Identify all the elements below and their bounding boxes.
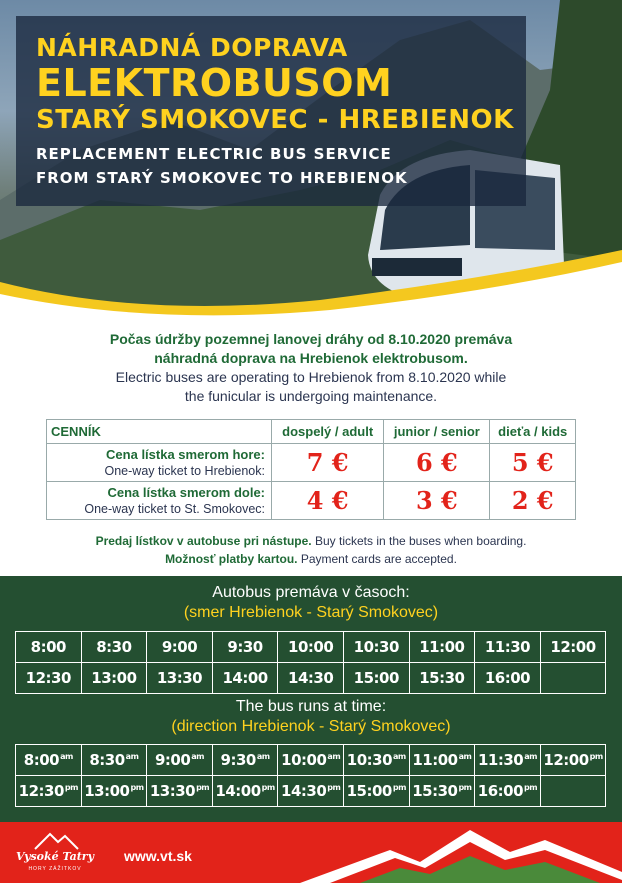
title-line-2: ELEKTROBUSOM	[36, 61, 393, 105]
time-value: 10:00	[288, 638, 334, 656]
time-value: 14:00	[215, 782, 261, 800]
time-cell	[344, 745, 410, 776]
time-suffix: pm	[392, 782, 406, 792]
notes-line-2	[0, 550, 622, 568]
price-down-adult: 4 €	[272, 482, 384, 520]
time-suffix: pm	[196, 782, 210, 792]
price-header-cennik: CENNÍK	[47, 420, 272, 444]
time-cell	[147, 632, 213, 663]
time-value: 13:00	[91, 669, 137, 687]
price-up-kids: 5 €	[490, 444, 576, 482]
timetable-sk-grid	[15, 631, 606, 694]
time-cell	[147, 776, 213, 807]
time-suffix: am	[191, 751, 204, 761]
website-link[interactable]: www.vt.sk	[124, 848, 192, 864]
note-card-sk: Možnosť platby kartou.	[165, 552, 298, 566]
time-value: 8:00	[23, 751, 60, 769]
price-label-en: One-way ticket to St. Smokovec:	[84, 501, 265, 516]
price-up-junior: 6 €	[384, 444, 490, 482]
time-cell	[213, 776, 279, 807]
time-cell	[82, 745, 148, 776]
time-value: 13:30	[156, 669, 203, 687]
time-cell	[82, 776, 148, 807]
time-cell	[278, 776, 344, 807]
logo-text: Vysoké Tatry	[16, 850, 94, 863]
time-suffix: pm	[589, 751, 603, 761]
time-value: 10:30	[353, 638, 399, 656]
time-cell	[16, 663, 82, 694]
price-down-junior: 3 €	[384, 482, 490, 520]
time-value: 9:30	[220, 751, 256, 769]
note-sales-en: Buy tickets in the buses when boarding.	[314, 534, 527, 548]
time-cell	[541, 776, 607, 807]
time-suffix: pm	[130, 782, 144, 792]
time-cell	[475, 745, 541, 776]
price-table-header	[47, 420, 576, 444]
price-label-sk: Cena lístka smerom hore:	[106, 446, 265, 462]
time-cell	[278, 745, 344, 776]
time-suffix: am	[524, 751, 537, 761]
price-table	[46, 419, 576, 520]
time-suffix: am	[393, 751, 406, 761]
time-suffix: am	[458, 751, 472, 761]
note-card-en: Payment cards are accepted.	[300, 552, 457, 566]
time-value: 12:00	[550, 638, 596, 656]
price-down-kids: 2 €	[490, 482, 576, 520]
time-value: 14:30	[288, 669, 334, 687]
time-value: 13:30	[149, 782, 196, 800]
time-value: 11:30	[477, 751, 524, 769]
intro-en-line-1: Electric buses are operating to Hrebienok from 8.10.2020 while	[115, 369, 507, 385]
price-header-kids: dieťa / kids	[490, 420, 576, 444]
time-value: 8:00	[30, 638, 66, 656]
time-value: 9:00	[154, 751, 191, 769]
time-value: 11:00	[419, 638, 465, 656]
time-cell	[344, 776, 410, 807]
price-label-en: One-way ticket to Hrebienok:	[104, 463, 265, 478]
time-suffix: pm	[261, 782, 275, 792]
time-cell	[147, 663, 213, 694]
logo-subtext: HORY ZÁŽITKOV	[28, 866, 82, 872]
time-cell	[410, 776, 476, 807]
time-value: 15:30	[419, 669, 465, 687]
time-value: 14:30	[281, 782, 327, 800]
time-value: 15:30	[412, 782, 458, 800]
intro-en-line-2: the funicular is undergoing maintenance.	[184, 388, 438, 404]
time-cell	[541, 632, 607, 663]
time-cell	[213, 663, 279, 694]
time-value: 16:00	[477, 782, 524, 800]
price-up-adult: 7 €	[272, 444, 384, 482]
time-value: 10:00	[281, 751, 327, 769]
time-cell	[16, 745, 82, 776]
time-cell	[475, 776, 541, 807]
time-value: 12:30	[18, 782, 64, 800]
subtitle-line-1: REPLACEMENT ELECTRIC BUS SERVICE	[36, 145, 392, 163]
price-row-up	[47, 444, 576, 482]
time-value: 9:00	[161, 638, 198, 656]
time-cell	[410, 745, 476, 776]
time-cell	[278, 632, 344, 663]
mountain-logo-icon	[10, 830, 100, 850]
timetable-section	[0, 576, 622, 822]
timetable-sk-heading: Autobus premáva v časoch:	[212, 584, 410, 601]
time-cell	[16, 632, 82, 663]
title-line-3: STARÝ SMOKOVEC - HREBIENOK	[36, 105, 514, 135]
timetable-en-direction: (direction Hrebienok - Starý Smokovec)	[171, 718, 451, 735]
time-value: 13:00	[84, 782, 130, 800]
time-value: 10:30	[346, 751, 393, 769]
time-cell	[541, 745, 607, 776]
intro-sk-line-2: náhradná doprava na Hrebienok elektrobusom.	[154, 350, 468, 366]
time-cell	[475, 663, 541, 694]
hero-banner	[0, 0, 622, 318]
notes-line-1	[0, 532, 622, 550]
time-cell	[475, 632, 541, 663]
note-sales-sk: Predaj lístkov v autobuse pri nástupe.	[95, 534, 312, 548]
time-value: 15:00	[353, 669, 399, 687]
intro-text	[0, 330, 622, 406]
intro-sk-line-1: Počas údržby pozemnej lanovej dráhy od 8.10.2020 premáva	[109, 331, 513, 347]
time-value: 8:30	[89, 751, 125, 769]
time-cell	[410, 632, 476, 663]
time-cell	[82, 663, 148, 694]
time-suffix: am	[256, 751, 270, 761]
time-cell	[541, 663, 607, 694]
time-value: 12:00	[543, 751, 589, 769]
time-cell	[344, 663, 410, 694]
price-row-label	[47, 482, 272, 520]
time-value: 11:30	[484, 638, 531, 656]
timetable-en-heading: The bus runs at time:	[235, 698, 387, 715]
time-suffix: pm	[327, 782, 341, 792]
title-panel	[16, 16, 526, 206]
ticket-notes	[0, 532, 622, 568]
price-label-sk: Cena lístka smerom dole:	[107, 484, 265, 500]
vysoke-tatry-logo[interactable]	[10, 830, 100, 880]
time-cell	[213, 745, 279, 776]
time-value: 8:30	[96, 638, 132, 656]
time-cell	[147, 745, 213, 776]
time-cell	[278, 663, 344, 694]
time-suffix: am	[327, 751, 341, 761]
time-cell	[82, 632, 148, 663]
time-value: 11:00	[412, 751, 458, 769]
time-cell	[410, 663, 476, 694]
footer	[0, 822, 622, 883]
time-suffix: am	[60, 751, 73, 761]
subtitle-line-2: FROM STARÝ SMOKOVEC TO HREBIENOK	[36, 169, 408, 187]
time-value: 15:00	[346, 782, 392, 800]
time-suffix: pm	[524, 782, 538, 792]
time-cell	[344, 632, 410, 663]
time-suffix: pm	[458, 782, 472, 792]
title-line-1: NÁHRADNÁ DOPRAVA	[36, 33, 348, 62]
price-row-down	[47, 482, 576, 520]
timetable-sk-direction: (smer Hrebienok - Starý Smokovec)	[183, 604, 439, 621]
time-suffix: am	[125, 751, 139, 761]
time-value: 9:30	[227, 638, 263, 656]
time-value: 14:00	[222, 669, 268, 687]
time-suffix: pm	[64, 782, 78, 792]
time-cell	[213, 632, 279, 663]
price-row-label	[47, 444, 272, 482]
time-cell	[16, 776, 82, 807]
price-header-junior: junior / senior	[384, 420, 490, 444]
time-value: 16:00	[484, 669, 531, 687]
price-header-adult: dospelý / adult	[272, 420, 384, 444]
timetable-en-grid	[15, 744, 606, 807]
time-value: 12:30	[25, 669, 71, 687]
